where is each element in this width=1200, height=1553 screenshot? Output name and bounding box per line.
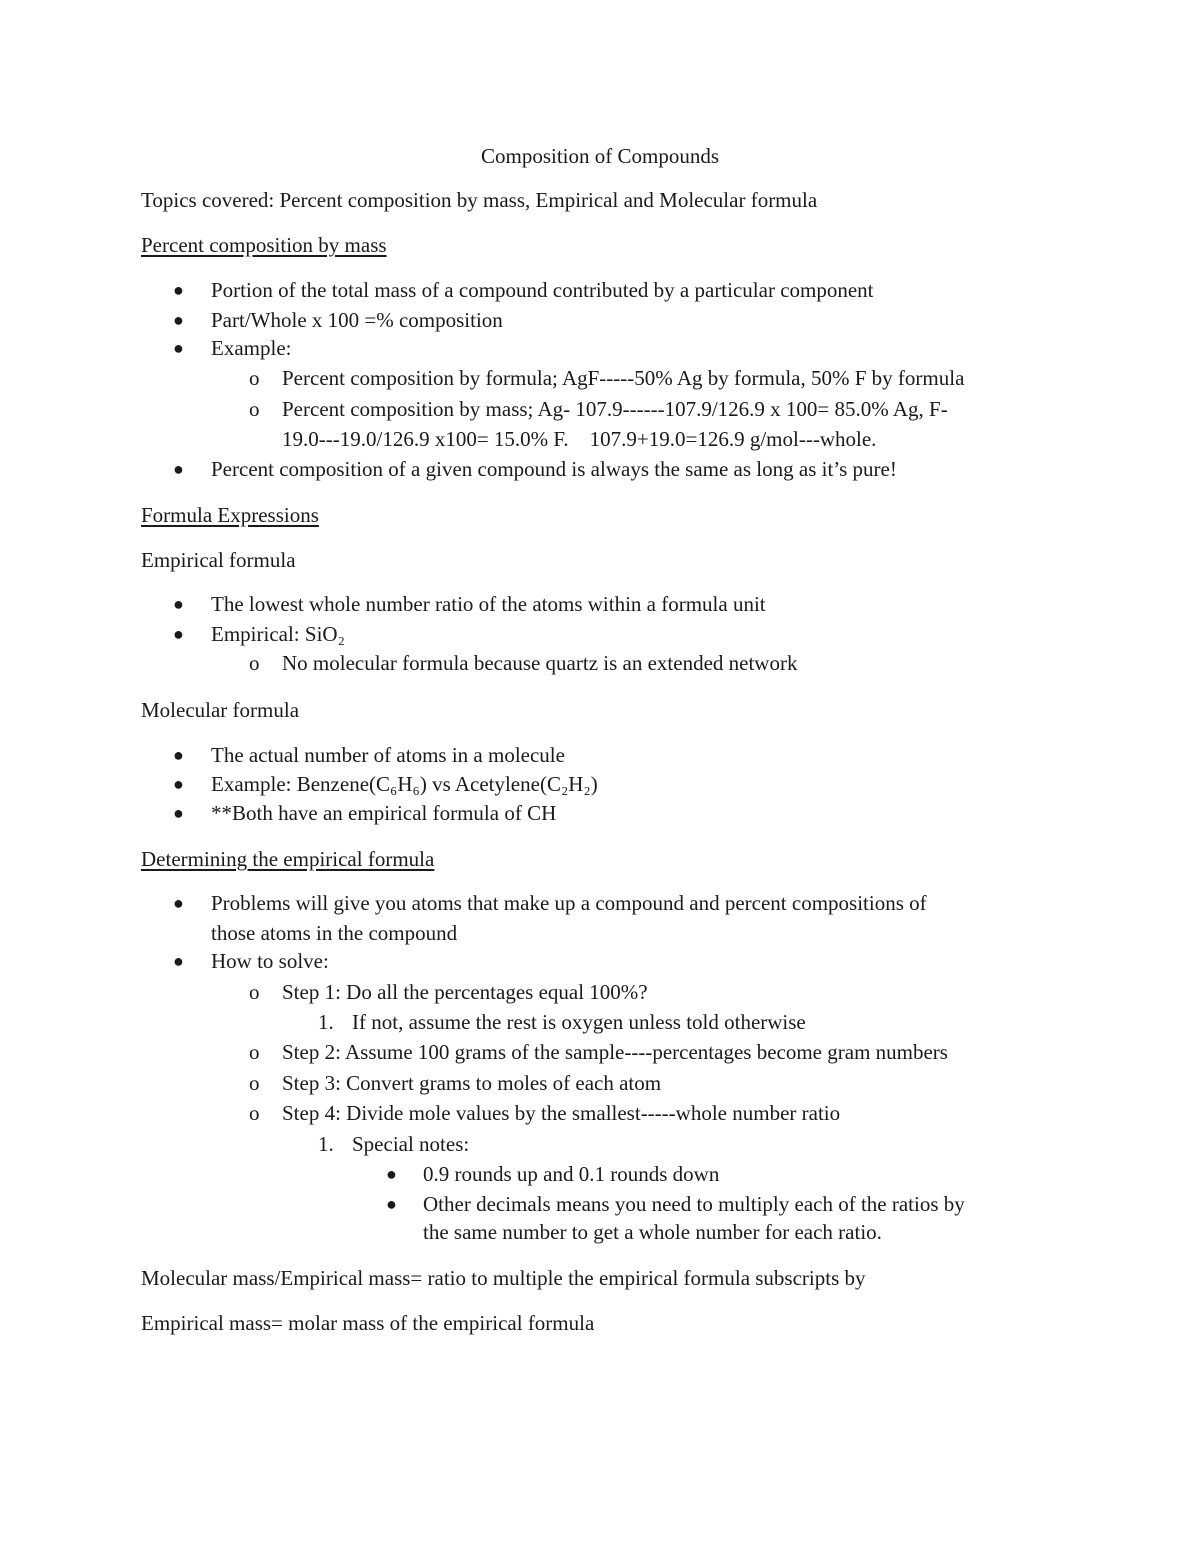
list-item: If not, assume the rest is oxygen unless told otherwise: [352, 1010, 806, 1034]
empirical-mass-line: Empirical mass= molar mass of the empirical formula: [141, 1311, 595, 1335]
bullet-circle-icon: o: [249, 1071, 260, 1095]
list-item: How to solve:: [211, 949, 329, 973]
list-item: No molecular formula because quartz is an extended network: [282, 651, 798, 675]
list-item: Portion of the total mass of a compound contributed by a particular component: [211, 278, 874, 302]
bullet-dot-icon: ●: [173, 745, 184, 765]
list-item: Empirical: SiO₂: [211, 622, 345, 646]
bullet-dot-icon: ●: [173, 951, 184, 971]
bullet-dot-icon: ●: [173, 774, 184, 794]
bullet-circle-icon: o: [249, 1101, 260, 1125]
list-item-continuation: 19.0---19.0/126.9 x100= 15.0% F. 107.9+19.0=126.9 g/mol---whole.: [282, 427, 877, 451]
section-heading-determining-empirical: Determining the empirical formula: [141, 847, 435, 871]
bullet-circle-icon: o: [249, 1040, 260, 1064]
bullet-dot-icon: ●: [173, 803, 184, 823]
list-item: The actual number of atoms in a molecule: [211, 743, 565, 767]
bullet-circle-icon: o: [249, 980, 260, 1004]
list-number: 1.: [318, 1132, 334, 1156]
list-item: Percent composition by mass; Ag- 107.9------107.9/126.9 x 100= 85.0% Ag, F-: [282, 397, 948, 421]
bullet-circle-icon: o: [249, 397, 260, 421]
subheading-empirical-formula: Empirical formula: [141, 548, 296, 572]
list-item: Part/Whole x 100 =% composition: [211, 308, 503, 332]
list-item: Step 3: Convert grams to moles of each atom: [282, 1071, 662, 1095]
list-number: 1.: [318, 1010, 334, 1034]
bullet-dot-icon: ●: [173, 594, 184, 614]
list-item: Step 1: Do all the percentages equal 100%?: [282, 980, 648, 1004]
molecular-mass-ratio-line: Molecular mass/Empirical mass= ratio to multiple the empirical formula subscripts by: [141, 1266, 866, 1290]
list-item: Percent composition by formula; AgF-----50% Ag by formula, 50% F by formula: [282, 366, 965, 390]
bullet-circle-icon: o: [249, 366, 260, 390]
bullet-circle-icon: o: [249, 651, 260, 675]
bullet-dot-icon: ●: [173, 338, 184, 358]
bullet-dot-icon: ●: [173, 459, 184, 479]
list-item: 0.9 rounds up and 0.1 rounds down: [423, 1162, 720, 1186]
list-item: The lowest whole number ratio of the atoms within a formula unit: [211, 592, 766, 616]
topics-line: Topics covered: Percent composition by mass, Empirical and Molecular formula: [141, 188, 818, 212]
bullet-dot-icon: ●: [173, 893, 184, 913]
list-item: Other decimals means you need to multiply each of the ratios by: [423, 1192, 965, 1216]
bullet-dot-icon: ●: [173, 280, 184, 300]
bullet-dot-icon: ●: [386, 1194, 397, 1214]
bullet-dot-icon: ●: [386, 1164, 397, 1184]
list-item: Problems will give you atoms that make up a compound and percent compositions of: [211, 891, 927, 915]
bullet-dot-icon: ●: [173, 624, 184, 644]
section-heading-formula-expressions: Formula Expressions: [141, 503, 319, 527]
list-item: Percent composition of a given compound is always the same as long as it’s pure!: [211, 457, 897, 481]
bullet-dot-icon: ●: [173, 310, 184, 330]
subheading-molecular-formula: Molecular formula: [141, 698, 300, 722]
list-item: Example: Benzene(C₆H₆) vs Acetylene(C₂H₂): [211, 772, 598, 796]
page-title: Composition of Compounds: [480, 144, 720, 168]
section-heading-percent-composition: Percent composition by mass: [141, 233, 387, 257]
list-item: Example:: [211, 336, 292, 360]
list-item: **Both have an empirical formula of CH: [211, 801, 557, 825]
list-item: Step 4: Divide mole values by the smallest-----whole number ratio: [282, 1101, 841, 1125]
list-item: Special notes:: [352, 1132, 470, 1156]
list-item-continuation: the same number to get a whole number for each ratio.: [423, 1220, 882, 1244]
list-item: Step 2: Assume 100 grams of the sample----percentages become gram numbers: [282, 1040, 948, 1064]
list-item-continuation: those atoms in the compound: [211, 921, 458, 945]
